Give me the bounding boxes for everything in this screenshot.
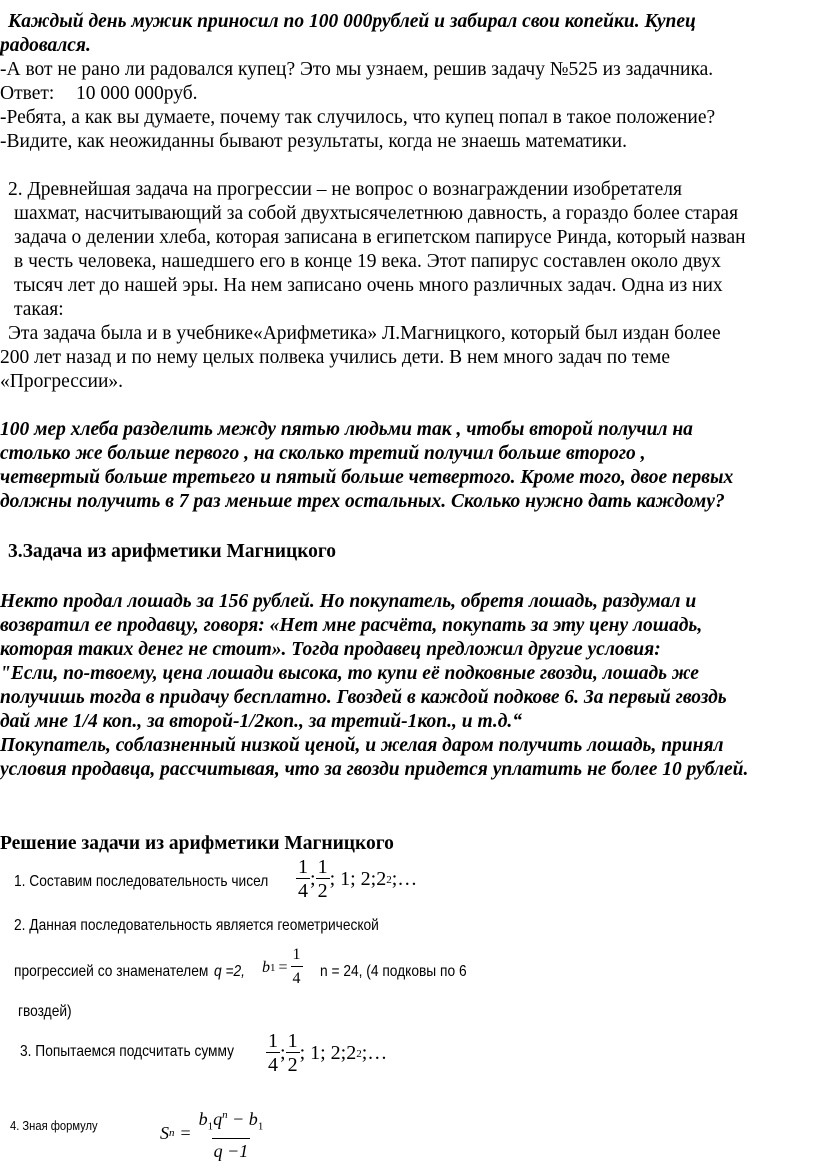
paragraph-2-line: такая: bbox=[14, 299, 64, 320]
step-2-text-denominator: прогрессией со знаменателем bbox=[14, 963, 209, 980]
paragraph-2-line: 200 лет назад и по нему целых полвека учились дети. В нем много задач по теме bbox=[0, 347, 671, 368]
horse-problem-line: "Если, по-твоему, цена лошади высока, то купи её подковные гвозди, лошадь же bbox=[0, 663, 699, 684]
answer-value: 10 000 000руб. bbox=[76, 83, 198, 104]
horse-problem-line: которая таких денег не стоит». Тогда продавец предложил другие условия: bbox=[0, 639, 661, 660]
bread-problem-line: столько же больше первого , на сколько третий получил больше второго , bbox=[0, 443, 646, 464]
paragraph-2-line: в честь человека, нашедшего его в конце 19 века. Этот папирус составлен около двух bbox=[14, 251, 721, 272]
q-expression: q =2, bbox=[214, 963, 245, 980]
horse-problem-line: Покупатель, соблазненный низкой ценой, и желая даром получить лошадь, принял bbox=[0, 735, 724, 756]
story-line-2: радовался. bbox=[0, 35, 91, 56]
sum-formula: S n = $\frac{b_1q^n - b_1}{q -1}$ bbox=[160, 1109, 264, 1161]
step-1-text: 1. Составим последовательность чисел bbox=[14, 873, 269, 890]
section-3-heading: 3.Задача из арифметики Магницкого bbox=[8, 541, 337, 562]
horse-problem-line: условия продавца, рассчитывая, что за гвозди придется уплатить не более 10 рублей. bbox=[0, 759, 749, 780]
answer-label: Ответ: bbox=[0, 83, 55, 104]
sequence-expression-1: $\frac{1}{4}$ ; $\frac{1}{2}$ ; 1; 2;2 2 ;… bbox=[298, 856, 418, 902]
step-2-text-nails: гвоздей) bbox=[18, 1003, 72, 1020]
horse-problem-line: Некто продал лошадь за 156 рублей. Но покупатель, обретя лошадь, раздумал и bbox=[0, 591, 697, 612]
bread-problem-line: четвертый больше третьего и пятый больше четвертого. Кроме того, двое первых bbox=[0, 467, 734, 488]
bread-problem-line: должны получить в 7 раз меньше трех остальных. Сколько нужно дать каждому? bbox=[0, 491, 725, 512]
horse-problem-line: возвратил ее продавцу, говоря: «Нет мне расчёта, покупать за эту цену лошадь, bbox=[0, 615, 703, 636]
step-3-text: 3. Попытаемся подсчитать сумму bbox=[20, 1043, 235, 1060]
sequence-expression-2: $\frac{1}{4}$ ; $\frac{1}{2}$ ; 1; 2;2 2 ;… bbox=[268, 1030, 388, 1076]
n-expression: n = 24, (4 подковы по 6 bbox=[320, 963, 467, 980]
story-line-3: -А вот не рано ли радовался купец? Это мы узнаем, решив задачу №525 из задачника. bbox=[0, 59, 714, 80]
solution-heading: Решение задачи из арифметики Магницкого bbox=[0, 833, 394, 854]
step-4-text: 4. Зная формулу bbox=[10, 1118, 98, 1133]
horse-problem-line: дай мне 1/4 коп., за второй-1/2коп., за третий-1коп., и т.д.“ bbox=[0, 711, 523, 732]
paragraph-2-line: 2. Древнейшая задача на прогрессии – не вопрос о вознаграждении изобретателя bbox=[8, 179, 682, 200]
paragraph-2-line: «Прогрессии». bbox=[0, 371, 124, 392]
paragraph-2-line: Эта задача была и в учебнике«Арифметика» Л.Магницкого, который был издан более bbox=[8, 323, 721, 344]
story-line-6: -Видите, как неожиданны бывают результаты, когда не знаешь математики. bbox=[0, 131, 627, 152]
story-line-1: Каждый день мужик приносил по 100 000рублей и забирал свои копейки. Купец bbox=[8, 11, 696, 32]
horse-problem-line: получишь тогда в придачу бесплатно. Гвоздей в каждой подкове 6. За первый гвоздь bbox=[0, 687, 727, 708]
fraction-one-quarter: $\frac{1}{4}$ bbox=[298, 856, 308, 902]
story-line-5: -Ребята, а как вы думаете, почему так случилось, что купец попал в такое положение? bbox=[0, 107, 716, 128]
bread-problem-line: 100 мер хлеба разделить между пятью людьми так , чтобы второй получил на bbox=[0, 419, 693, 440]
paragraph-2-line: тысяч лет до нашей эры. На нем записано очень много различных задач. Одна из них bbox=[14, 275, 723, 296]
b1-expression: b 1 = $\frac{1}{4}$ bbox=[262, 944, 303, 991]
paragraph-2-line: задача о делении хлеба, которая записана в египетском папирусе Ринда, который назван bbox=[14, 227, 746, 248]
fraction-one-half: $\frac{1}{2}$ bbox=[317, 856, 328, 902]
paragraph-2-line: шахмат, насчитывающий за собой двухтысячелетнюю давность, а гораздо более старая bbox=[14, 203, 739, 224]
step-2-text: 2. Данная последовательность является геометрической bbox=[14, 917, 379, 934]
